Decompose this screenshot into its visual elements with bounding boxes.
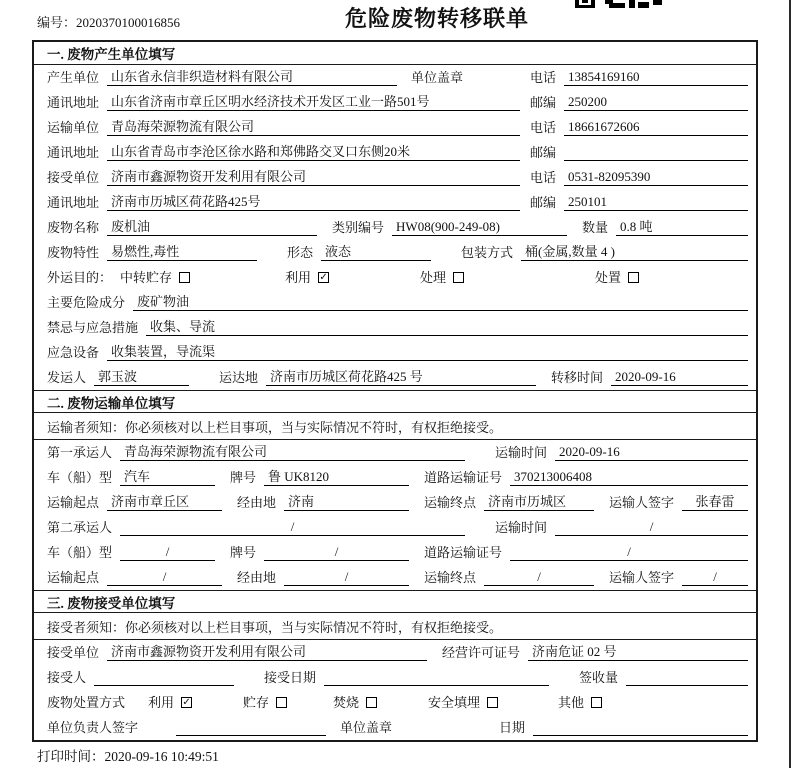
unit-seal-label: 单位盖章 <box>340 720 393 735</box>
serial-label: 编号： <box>37 15 77 30</box>
license-number-label: 经营许可证号 <box>442 645 521 660</box>
road-permit-value: 370213006408 <box>510 469 748 486</box>
transport-address-value: 山东省青岛市李沧区徐水路和郑佛路交叉口东侧20米 <box>107 141 520 161</box>
road-permit-label: 道路运输证号 <box>424 470 503 485</box>
phone-label: 电话 <box>530 70 557 85</box>
disposal-option-storage: 贮存 <box>243 692 333 711</box>
form-value: 液态 <box>321 241 431 261</box>
transport-zip-value <box>564 145 748 161</box>
carrier-sign-label: 运输人签字 <box>609 570 675 585</box>
via-label: 经由地 <box>237 570 277 585</box>
emergency-equipment-value: 收集装置，导流渠 <box>107 341 748 361</box>
origin-value: 济南市章丘区 <box>107 491 222 511</box>
checkbox-disposal-incinerate <box>366 697 377 708</box>
second-carrier-value: / <box>120 519 465 536</box>
receiver-unit-row <box>34 165 756 190</box>
purpose-option-transfer-storage: 中转贮存 <box>120 267 285 286</box>
purpose-option-utilize: 利用 ✓ <box>285 270 328 285</box>
origin-label: 运输起点 <box>47 495 100 510</box>
address-label: 通讯地址 <box>47 95 100 110</box>
waste-name-row <box>34 215 756 240</box>
transfer-time-label: 转移时间 <box>551 370 604 385</box>
vehicle-type-row-1 <box>34 465 756 490</box>
first-carrier-value: 青岛海荣源物流有限公司 <box>120 441 465 461</box>
received-quantity-label: 签收量 <box>579 670 619 685</box>
origin-2-value: / <box>107 569 222 586</box>
waste-traits-row <box>34 240 756 265</box>
receiver-unit-label: 接受单位 <box>47 170 100 185</box>
producer-phone-value: 13854169160 <box>564 69 748 86</box>
producer-address-value: 山东省济南市章丘区明水经济技术开发区工业一路501号 <box>107 91 520 111</box>
checkbox-transfer-storage <box>179 272 190 283</box>
first-carrier-row <box>34 440 756 465</box>
via-label: 经由地 <box>237 495 277 510</box>
address-label: 通讯地址 <box>47 195 100 210</box>
transfer-purpose-label: 外运目的： <box>47 270 113 285</box>
terminus-label: 运输终点 <box>424 495 477 510</box>
via-value: 济南 <box>284 491 409 511</box>
receive-unit-label: 接受单位 <box>47 645 100 660</box>
main-hazard-value: 废矿物油 <box>133 291 748 311</box>
checkbox-dispose <box>628 272 639 283</box>
license-number-value: 济南危证 02 号 <box>528 641 748 661</box>
receiver-unit-value: 济南市鑫源物资开发利用有限公司 <box>107 166 520 186</box>
taboo-measures-row <box>34 315 756 340</box>
address-label: 通讯地址 <box>47 145 100 160</box>
quantity-value: 0.8 吨 <box>616 216 748 236</box>
disposal-method-label: 废物处置方式 <box>47 695 126 710</box>
plate-number-label: 牌号 <box>230 470 257 485</box>
received-quantity-value <box>626 670 748 686</box>
document-header <box>0 0 796 40</box>
transport-unit-value: 青岛海荣源物流有限公司 <box>107 116 520 136</box>
disposal-option-utilize: 利用 ✓ <box>148 695 191 710</box>
second-carrier-time-value: / <box>555 519 748 536</box>
receiver-phone-value: 0531-82095390 <box>564 169 748 186</box>
emergency-equipment-label: 应急设备 <box>47 345 100 360</box>
receiver-notice: 接受者须知：你必须核对以上栏目事项，当与实际情况不符时，有权拒绝接受。 <box>34 613 756 640</box>
packaging-value: 桶(金属,数量 4 ) <box>521 241 748 261</box>
transport-unit-label: 运输单位 <box>47 120 100 135</box>
producer-address-row <box>34 90 756 115</box>
second-carrier-label: 第二承运人 <box>47 520 113 535</box>
vehicle-type-value: 汽车 <box>120 466 215 486</box>
section2-title: 二. 废物运输单位填写 <box>34 390 756 413</box>
transport-phone-value: 18661672606 <box>564 119 748 136</box>
first-carrier-time-value: 2020-09-16 <box>555 444 748 461</box>
purpose-option-treat: 处理 <box>420 267 595 286</box>
category-code-value: HW08(900-249-08) <box>392 219 567 236</box>
producer-zip-value: 250200 <box>564 94 748 111</box>
carrier-notice: 运输者须知：你必须核对以上栏目事项，当与实际情况不符时，有权拒绝接受。 <box>34 413 756 440</box>
route-row-1 <box>34 490 756 515</box>
plate-number-value: 鲁 UK8120 <box>264 466 409 486</box>
zip-label: 邮编 <box>530 195 557 210</box>
plate-number-2-value: / <box>264 544 409 561</box>
quantity-label: 数量 <box>582 220 609 235</box>
first-carrier-label: 第一承运人 <box>47 445 113 460</box>
road-permit-2-value: / <box>510 544 748 561</box>
waste-traits-value: 易燃性,毒性 <box>107 241 257 261</box>
transport-address-row <box>34 140 756 165</box>
date-label: 日期 <box>498 720 525 735</box>
print-time-value: 2020-09-16 10:49:51 <box>104 749 219 764</box>
receive-unit-row <box>34 640 756 665</box>
receiver-address-value: 济南市历城区荷花路425号 <box>107 191 520 211</box>
route-row-2 <box>34 565 756 590</box>
main-hazard-label: 主要危险成分 <box>47 295 126 310</box>
checkbox-disposal-other <box>591 697 602 708</box>
manifest-form-table <box>32 40 758 742</box>
receiver-person-value <box>94 670 234 686</box>
disposal-option-incinerate: 焚烧 <box>333 692 428 711</box>
responsible-sign-value <box>176 720 326 736</box>
checkbox-treat <box>453 272 464 283</box>
section3-title: 三. 废物接受单位填写 <box>34 590 756 613</box>
transport-time-label: 运输时间 <box>495 520 548 535</box>
taboo-measures-value: 收集、导流 <box>146 316 748 336</box>
receiver-person-row <box>34 665 756 690</box>
producer-unit-row <box>34 65 756 90</box>
checkbox-disposal-utilize-checked: ✓ <box>182 696 191 708</box>
date-value <box>533 720 748 736</box>
receive-unit-value: 济南市鑫源物资开发利用有限公司 <box>107 641 427 661</box>
phone-label: 电话 <box>530 170 557 185</box>
vehicle-type-2-value: / <box>120 544 215 561</box>
main-hazard-row <box>34 290 756 315</box>
vehicle-type-label: 车（船）型 <box>47 470 113 485</box>
vehicle-type-label: 车（船）型 <box>47 545 113 560</box>
transfer-purpose-row <box>34 265 756 290</box>
carrier-sign-label: 运输人签字 <box>609 495 675 510</box>
category-code-label: 类别编号 <box>332 220 385 235</box>
page-title: 危险废物转移联单 <box>344 6 530 31</box>
transport-unit-row <box>34 115 756 140</box>
receiver-zip-value: 250101 <box>564 194 748 211</box>
receiver-address-row <box>34 190 756 215</box>
print-time-label: 打印时间： <box>37 749 105 764</box>
serial-value: 2020370100016856 <box>76 15 181 30</box>
waste-name-label: 废物名称 <box>47 220 100 235</box>
shipper-value: 郭玉波 <box>94 366 189 386</box>
section1-title: 一. 废物产生单位填写 <box>34 42 756 65</box>
disposal-option-landfill: 安全填埋 <box>428 692 558 711</box>
page-edge-line <box>789 0 791 768</box>
receive-date-value <box>324 670 549 686</box>
carrier-sign-value: 张春雷 <box>682 491 748 511</box>
carrier-sign-2-value: / <box>682 569 748 586</box>
terminus-2-value: / <box>484 569 594 586</box>
zip-label: 邮编 <box>530 95 557 110</box>
checkbox-disposal-landfill <box>487 697 498 708</box>
shipper-label: 发运人 <box>47 370 87 385</box>
destination-label: 运达地 <box>219 370 259 385</box>
print-time <box>37 745 219 765</box>
terminus-label: 运输终点 <box>424 570 477 585</box>
form-label: 形态 <box>287 245 314 260</box>
responsible-sign-row <box>34 715 756 740</box>
second-carrier-row <box>34 515 756 540</box>
checkbox-utilize-checked: ✓ <box>319 271 328 283</box>
checkbox-disposal-storage <box>276 697 287 708</box>
unit-seal-label: 单位盖章 <box>411 70 464 85</box>
disposal-method-row <box>34 690 756 715</box>
transfer-time-value: 2020-09-16 <box>611 369 748 386</box>
taboo-measures-label: 禁忌与应急措施 <box>47 320 139 335</box>
receive-date-label: 接受日期 <box>264 670 317 685</box>
packaging-label: 包装方式 <box>461 245 514 260</box>
via-2-value: / <box>284 569 409 586</box>
road-permit-label: 道路运输证号 <box>424 545 503 560</box>
waste-name-value: 废机油 <box>107 216 317 236</box>
vehicle-type-row-2 <box>34 540 756 565</box>
producer-unit-value: 山东省永信非织造材料有限公司 <box>107 66 397 86</box>
zip-label: 邮编 <box>530 145 557 160</box>
emergency-equipment-row <box>34 340 756 365</box>
receiver-person-label: 接受人 <box>47 670 87 685</box>
destination-value: 济南市历城区荷花路425 号 <box>266 366 536 386</box>
serial-number <box>37 12 180 31</box>
responsible-sign-label: 单位负责人签字 <box>47 720 139 735</box>
purpose-option-dispose: 处置 <box>595 267 639 286</box>
qr-code-fragment-icon <box>575 0 663 9</box>
terminus-value: 济南市历城区 <box>484 491 594 511</box>
plate-number-label: 牌号 <box>230 545 257 560</box>
producer-unit-label: 产生单位 <box>47 70 100 85</box>
phone-label: 电话 <box>530 120 557 135</box>
disposal-option-other: 其他 <box>558 692 602 711</box>
transport-time-label: 运输时间 <box>495 445 548 460</box>
origin-label: 运输起点 <box>47 570 100 585</box>
shipper-row <box>34 365 756 390</box>
waste-traits-label: 废物特性 <box>47 245 100 260</box>
